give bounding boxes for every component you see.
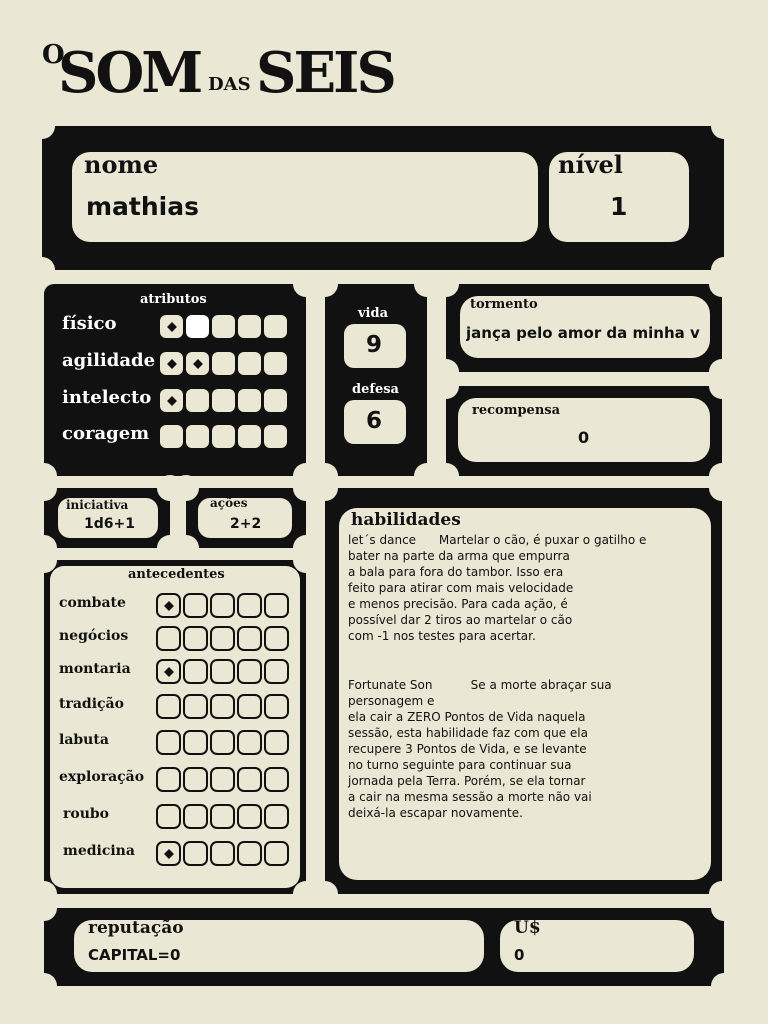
habilidade-line: bater na parte da arma que empurra bbox=[348, 549, 570, 563]
habilidade-line: jornada pela Terra. Porém, se ela tornar bbox=[348, 774, 586, 788]
logo-o: O bbox=[42, 40, 65, 70]
atributo-pip[interactable] bbox=[186, 352, 209, 375]
diamond-icon bbox=[167, 359, 177, 369]
antecedente-pip[interactable] bbox=[264, 841, 289, 866]
antecedente-pip[interactable] bbox=[183, 730, 208, 755]
habilidades-heading: habilidades bbox=[351, 510, 461, 530]
antecedente-pip[interactable] bbox=[183, 804, 208, 829]
habilidade-line: ela cair a ZERO Pontos de Vida naquela bbox=[348, 710, 586, 724]
diamond-icon bbox=[167, 396, 177, 406]
antecedente-pip[interactable] bbox=[183, 841, 208, 866]
antecedente-label: exploração bbox=[59, 769, 145, 785]
atributo-pip[interactable] bbox=[264, 352, 287, 375]
antecedente-pip[interactable] bbox=[237, 626, 262, 651]
antecedente-pip[interactable] bbox=[237, 659, 262, 684]
atributos-heading: atributos bbox=[140, 292, 207, 307]
antecedente-pip[interactable] bbox=[156, 767, 181, 792]
antecedente-pip[interactable] bbox=[237, 767, 262, 792]
antecedente-pip[interactable] bbox=[156, 659, 181, 684]
atributo-pip[interactable] bbox=[160, 389, 183, 412]
vida-value: 9 bbox=[366, 332, 383, 358]
atributo-pip[interactable] bbox=[160, 425, 183, 448]
antecedente-pip[interactable] bbox=[264, 694, 289, 719]
recompensa-value: 0 bbox=[578, 428, 590, 447]
atributo-pips bbox=[160, 352, 287, 375]
acoes-value: 2+2 bbox=[230, 516, 262, 532]
habilidade-lets-dance bbox=[348, 532, 678, 644]
atributo-label: físico bbox=[62, 313, 117, 334]
diamond-icon bbox=[164, 849, 174, 859]
logo-seis: SEIS bbox=[256, 40, 394, 106]
habilidade-line: feito para atirar com mais velocidade bbox=[348, 581, 574, 595]
antecedente-pip[interactable] bbox=[156, 593, 181, 618]
antecedente-pips bbox=[156, 694, 289, 719]
atributo-label: agilidade bbox=[62, 350, 156, 371]
atributo-label: intelecto bbox=[62, 387, 152, 408]
antecedente-pip[interactable] bbox=[237, 593, 262, 618]
antecedente-pip[interactable] bbox=[264, 804, 289, 829]
atributo-pip[interactable] bbox=[264, 389, 287, 412]
atributo-pip[interactable] bbox=[212, 315, 235, 338]
habilidade-line: com -1 nos testes para acertar. bbox=[348, 629, 536, 643]
dinheiro-value: 0 bbox=[514, 946, 525, 964]
antecedente-pip[interactable] bbox=[264, 593, 289, 618]
reputacao-label: reputação bbox=[88, 918, 184, 938]
atributo-pip[interactable] bbox=[186, 425, 209, 448]
antecedente-pip[interactable] bbox=[210, 767, 235, 792]
dinheiro-label: U$ bbox=[514, 918, 541, 938]
antecedente-label: medicina bbox=[63, 843, 135, 859]
antecedente-pip[interactable] bbox=[156, 626, 181, 651]
antecedente-pip[interactable] bbox=[183, 694, 208, 719]
habilidade-line: e menos precisão. Para cada ação, é bbox=[348, 597, 568, 611]
antecedente-pips bbox=[156, 659, 289, 684]
antecedente-pip[interactable] bbox=[264, 659, 289, 684]
defesa-label: defesa bbox=[352, 382, 399, 397]
atributo-pip[interactable] bbox=[212, 352, 235, 375]
atributo-label: coragem bbox=[62, 423, 150, 444]
habilidade-line: possível dar 2 tiros ao martelar o cão bbox=[348, 613, 573, 627]
antecedente-pip[interactable] bbox=[237, 694, 262, 719]
antecedente-label: roubo bbox=[63, 806, 110, 822]
atributo-pip[interactable] bbox=[186, 389, 209, 412]
tormento-value: jança pelo amor da minha v bbox=[466, 324, 700, 342]
antecedente-pips bbox=[156, 593, 289, 618]
nivel-label: nível bbox=[558, 150, 623, 179]
antecedente-pip[interactable] bbox=[264, 767, 289, 792]
antecedentes-heading: antecedentes bbox=[128, 567, 225, 582]
antecedente-pip[interactable] bbox=[237, 841, 262, 866]
antecedente-pips bbox=[156, 730, 289, 755]
habilidade-fortunate-son bbox=[348, 677, 678, 821]
nome-value: mathias bbox=[86, 192, 199, 221]
logo bbox=[42, 38, 422, 108]
atributo-pip[interactable] bbox=[160, 352, 183, 375]
iniciativa-value: 1d6+1 bbox=[84, 516, 135, 532]
antecedente-label: montaria bbox=[59, 661, 131, 677]
atributo-pips bbox=[160, 315, 287, 338]
antecedente-pip[interactable] bbox=[210, 841, 235, 866]
atributo-pip[interactable] bbox=[238, 425, 261, 448]
antecedente-label: combate bbox=[59, 595, 126, 611]
antecedente-pip[interactable] bbox=[156, 730, 181, 755]
antecedente-pip[interactable] bbox=[210, 804, 235, 829]
atributo-pip[interactable] bbox=[264, 315, 287, 338]
logo-som: SOM bbox=[58, 40, 201, 106]
antecedente-pips bbox=[156, 626, 289, 651]
habilidade-line: deixá-la escapar novamente. bbox=[348, 806, 523, 820]
atributo-pip[interactable] bbox=[238, 352, 261, 375]
antecedente-pip[interactable] bbox=[210, 694, 235, 719]
nome-label: nome bbox=[84, 150, 159, 179]
habilidade-line: recupere 3 Pontos de Vida, e se levante bbox=[348, 742, 587, 756]
atributo-pip[interactable] bbox=[212, 425, 235, 448]
atributo-pip[interactable] bbox=[238, 315, 261, 338]
logo-das: DAS bbox=[208, 74, 251, 95]
antecedente-pip[interactable] bbox=[183, 659, 208, 684]
antecedente-pip[interactable] bbox=[156, 804, 181, 829]
antecedente-pip[interactable] bbox=[183, 593, 208, 618]
atributo-pip[interactable] bbox=[186, 315, 209, 338]
antecedente-pip[interactable] bbox=[264, 626, 289, 651]
atributo-pips bbox=[160, 425, 287, 448]
antecedente-pip[interactable] bbox=[237, 804, 262, 829]
antecedente-pip[interactable] bbox=[210, 730, 235, 755]
habilidade-line: a bala para fora do tambor. Isso era bbox=[348, 565, 564, 579]
antecedente-label: tradição bbox=[59, 696, 124, 712]
diamond-icon bbox=[167, 322, 177, 332]
antecedente-pip[interactable] bbox=[156, 694, 181, 719]
antecedente-pip[interactable] bbox=[156, 841, 181, 866]
antecedente-label: negócios bbox=[59, 628, 129, 644]
antecedente-pip[interactable] bbox=[183, 626, 208, 651]
diamond-icon bbox=[164, 601, 174, 611]
habilidade-line: personagem e bbox=[348, 694, 435, 708]
atributo-pip[interactable] bbox=[160, 315, 183, 338]
nivel-value: 1 bbox=[610, 192, 628, 221]
atributo-pip[interactable] bbox=[264, 425, 287, 448]
antecedente-pip[interactable] bbox=[210, 593, 235, 618]
antecedente-pips bbox=[156, 841, 289, 866]
habilidade-line: no turno seguinte para continuar sua bbox=[348, 758, 572, 772]
defesa-value: 6 bbox=[366, 408, 383, 434]
antecedente-pips bbox=[156, 804, 289, 829]
antecedente-pip[interactable] bbox=[264, 730, 289, 755]
vida-label: vida bbox=[358, 306, 389, 321]
atributo-pip[interactable] bbox=[212, 389, 235, 412]
antecedente-pip[interactable] bbox=[183, 767, 208, 792]
habilidade-line: Fortunate Son Se a morte abraçar sua bbox=[348, 678, 612, 692]
reputacao-value: CAPITAL=0 bbox=[88, 946, 181, 964]
acoes-label: ações bbox=[210, 496, 248, 510]
antecedente-pips bbox=[156, 767, 289, 792]
tormento-label: tormento bbox=[470, 297, 538, 312]
diamond-icon bbox=[193, 359, 203, 369]
antecedente-pip[interactable] bbox=[210, 626, 235, 651]
habilidade-line: let´s dance Martelar o cão, é puxar o gatilho e bbox=[348, 533, 647, 547]
atributo-pip[interactable] bbox=[238, 389, 261, 412]
habilidade-line: a cair na mesma sessão a morte não vai bbox=[348, 790, 592, 804]
antecedente-pip[interactable] bbox=[237, 730, 262, 755]
recompensa-label: recompensa bbox=[472, 403, 561, 418]
diamond-icon bbox=[164, 667, 174, 677]
atributo-pips bbox=[160, 389, 287, 412]
habilidade-line: sessão, esta habilidade faz com que ela bbox=[348, 726, 588, 740]
antecedente-label: labuta bbox=[59, 732, 109, 748]
antecedente-pip[interactable] bbox=[210, 659, 235, 684]
iniciativa-label: iniciativa bbox=[66, 498, 129, 512]
